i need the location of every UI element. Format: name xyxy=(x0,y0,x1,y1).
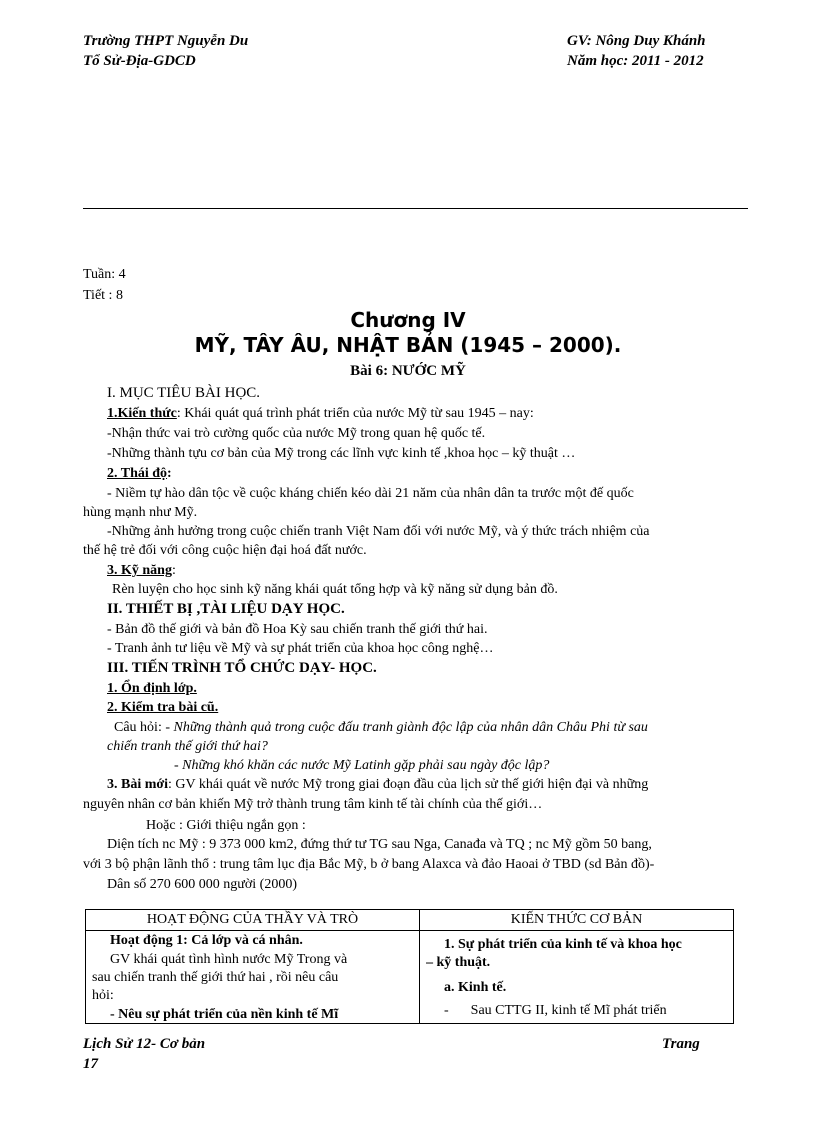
step3-text: : GV khái quát về nước Mỹ trong giai đoạn đầu của lịch sử thế giới hiện đại và những xyxy=(168,777,649,792)
teacher-name: GV: Nông Duy Khánh xyxy=(567,33,706,49)
skill-colon: : xyxy=(171,563,176,578)
question-1-cont: chiến tranh thế giới thứ hai? xyxy=(107,739,268,754)
section1-heading: I. MỤC TIÊU BÀI HỌC. xyxy=(107,385,261,401)
knowledge-dash: - xyxy=(444,1003,449,1018)
knowledge-text: : Khái quát quá trình phát triển của nước Mỹ từ sau 1945 – nay: xyxy=(176,406,534,421)
knowledge-subheading: a. Kinh tế. xyxy=(444,980,507,995)
activity-text: sau chiến tranh thế giới thứ hai , rồi nêu câu xyxy=(92,970,339,985)
question-label: Câu hỏi: xyxy=(114,720,162,735)
activity-heading: Hoạt động 1: Cả lớp và cá nhân. xyxy=(110,933,303,948)
col1-header: HOẠT ĐỘNG CỦA THẦY VÀ TRÒ xyxy=(86,910,420,931)
section2-heading: II. THIẾT BỊ ,TÀI LIỆU DẠY HỌC. xyxy=(107,601,345,617)
footer-page-number: 17 xyxy=(83,1056,98,1072)
knowledge-heading: 1. Sự phát triển của kinh tế và khoa học xyxy=(444,937,682,952)
attitude-text: hùng mạnh như Mỹ. xyxy=(83,505,198,520)
table-header-row xyxy=(86,910,734,931)
knowledge-line xyxy=(107,406,534,422)
school-year: Năm học: 2011 - 2012 xyxy=(567,53,704,69)
attitude-label: 2. Thái độ xyxy=(107,466,168,481)
header-divider xyxy=(83,208,748,209)
department-name: Tổ Sử-Địa-GDCD xyxy=(83,53,196,69)
population-line: Dân số 270 600 000 người (2000) xyxy=(107,877,297,892)
step3-line xyxy=(107,777,648,793)
attitude-line xyxy=(107,466,172,482)
table-row xyxy=(86,931,734,1024)
col2-header: KIẾN THỨC CƠ BẢN xyxy=(420,910,734,931)
equipment-item: - Bản đồ thế giới và bản đồ Hoa Kỳ sau chiến tranh thế giới thứ hai. xyxy=(107,622,488,637)
period-label: Tiết : 8 xyxy=(83,288,123,303)
knowledge-cell xyxy=(420,931,734,1024)
area-line: Diện tích nc Mỹ : 9 373 000 km2, đứng thứ tư TG sau Nga, Canađa và TQ ; nc Mỹ gồm 50 bang, xyxy=(107,837,652,852)
lesson-table xyxy=(85,909,734,1024)
equipment-item: - Tranh ảnh tư liệu về Mỹ và sự phát triển của khoa học công nghệ… xyxy=(107,641,494,656)
attitude-colon: : xyxy=(167,466,172,481)
skill-text: Rèn luyện cho học sinh kỹ năng khái quát tổng hợp và kỹ năng sử dụng bản đồ. xyxy=(112,582,558,597)
territory-line: với 3 bộ phận lãnh thổ : trung tâm lục địa Bắc Mỹ, b ở bang Alaxca và đảo Haoai ở TBD (sd Bản đồ)- xyxy=(83,857,655,872)
school-name: Trường THPT Nguyễn Du xyxy=(83,33,249,49)
step3-text-cont: nguyên nhân cơ bản khiến Mỹ trở thành trung tâm kinh tế tài chính của thế giới… xyxy=(83,797,543,812)
chapter-title: Chương IV xyxy=(350,308,466,332)
skill-line xyxy=(107,563,176,579)
question-2: - Những khó khăn các nước Mỹ Latinh gặp phải sau ngày độc lập? xyxy=(174,758,550,773)
attitude-text: -Những ảnh hưởng trong cuộc chiến tranh Việt Nam đối với nước Mỹ, và ý thức trách nhiệm của xyxy=(107,524,650,539)
knowledge-text-line: Sau CTTG II, kinh tế Mĩ phát triển xyxy=(470,1003,667,1018)
knowledge-text xyxy=(426,1003,727,1019)
section3-heading: III. TIẾN TRÌNH TỔ CHỨC DẠY- HỌC. xyxy=(107,660,377,676)
question-line xyxy=(114,720,648,736)
knowledge-heading-cont: – kỹ thuật. xyxy=(426,955,491,970)
activity-question: - Nêu sự phát triển của nền kinh tế Mĩ xyxy=(110,1007,339,1022)
activity-text: hỏi: xyxy=(92,988,114,1003)
knowledge-item: -Nhận thức vai trò cường quốc của nước Mỹ trong quan hệ quốc tế. xyxy=(107,426,486,441)
lesson-title: Bài 6: NƯỚC MỸ xyxy=(350,363,466,379)
knowledge-label: 1.Kiến thức xyxy=(107,406,177,421)
step2-label: 2. Kiểm tra bài cũ. xyxy=(107,700,219,715)
footer-subject: Lịch Sử 12- Cơ bản xyxy=(83,1036,206,1052)
teacher-activity-cell xyxy=(86,931,420,1024)
footer-page-label: Trang xyxy=(662,1036,700,1052)
step3-label: 3. Bài mới xyxy=(107,777,169,792)
attitude-text: thế hệ trẻ đối với công cuộc hiện đại hoá đất nước. xyxy=(83,543,367,558)
alt-intro: Hoặc : Giới thiệu ngắn gọn : xyxy=(146,818,306,833)
skill-label: 3. Kỹ năng xyxy=(107,563,172,578)
step1-label: 1. Ổn định lớp. xyxy=(107,681,197,696)
knowledge-item: -Những thành tựu cơ bản của Mỹ trong các lĩnh vực kinh tế ,khoa học – kỹ thuật … xyxy=(107,446,576,461)
question-1: - Những thành quả trong cuộc đấu tranh giành độc lập của nhân dân Châu Phi từ sau xyxy=(161,720,648,735)
chapter-name: MỸ, TÂY ÂU, NHẬT BẢN (1945 – 2000). xyxy=(194,333,622,357)
attitude-text: - Niềm tự hào dân tộc về cuộc kháng chiến kéo dài 21 năm của nhân dân ta trước một đế quốc xyxy=(107,486,634,501)
week-label: Tuần: 4 xyxy=(83,267,126,282)
activity-text: GV khái quát tình hình nước Mỹ Trong và xyxy=(110,952,348,967)
